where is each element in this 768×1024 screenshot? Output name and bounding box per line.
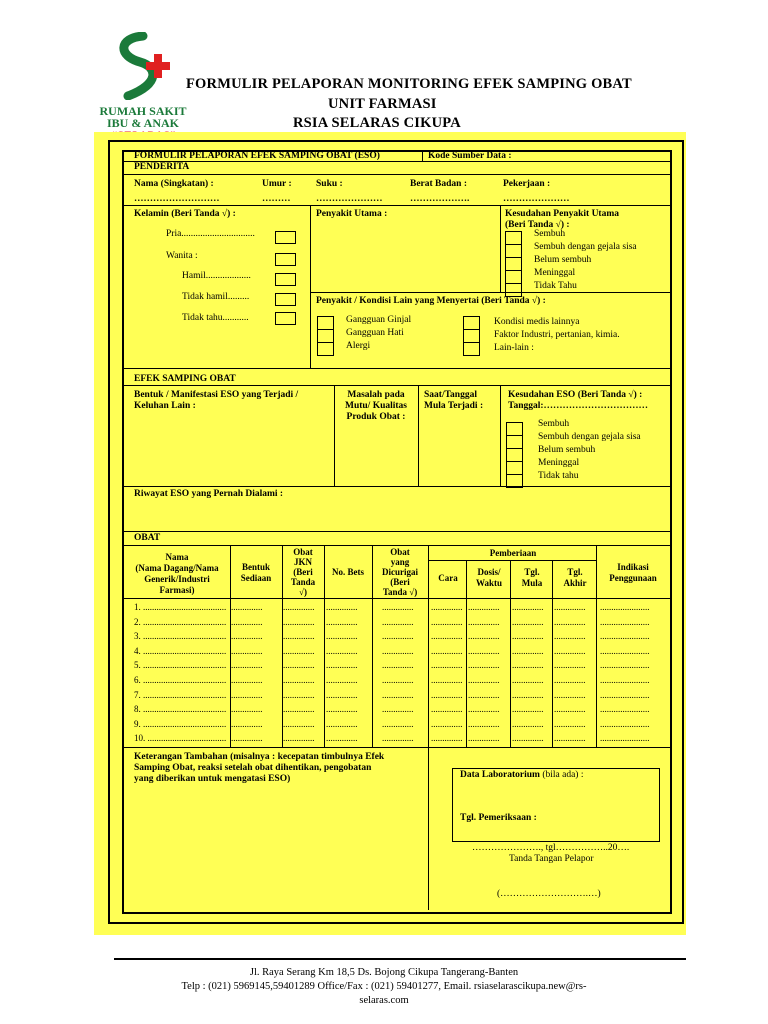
obat-row-cell[interactable]: ...................... — [600, 689, 650, 700]
obat-row-cell[interactable]: .............. — [231, 602, 263, 612]
obat-row-cell[interactable]: .............. — [382, 616, 414, 627]
kesudahan-checkbox[interactable] — [505, 231, 522, 245]
masalah-line1: Masalah pada — [347, 390, 405, 400]
lain-left-option: Gangguan Ginjal — [346, 315, 412, 325]
obat-row-cell[interactable]: .............. — [382, 602, 414, 612]
nama-field[interactable]: ……………………… — [134, 194, 220, 204]
lain-left-option: Gangguan Hati — [346, 328, 404, 338]
obat-row-cell[interactable]: .............. — [468, 689, 500, 700]
kes-eso-title: Kesudahan ESO (Beri Tanda √) : — [508, 390, 643, 400]
tgl-pemeriksaan-label: Tgl. Pemeriksaan : — [460, 813, 537, 823]
lab-note: (bila ada) : — [542, 770, 584, 780]
ket-line1: Keterangan Tambahan (misalnya : kecepatan timbulnya Efek — [134, 752, 385, 762]
footer — [94, 966, 674, 1008]
form-main-title: FORMULIR PELAPORAN MONITORING EFEK SAMPING OBAT — [186, 76, 632, 92]
obat-row-cell[interactable]: ...................... — [600, 733, 650, 744]
wanita-label: Wanita : — [166, 251, 198, 261]
pekerjaan-field[interactable]: ………………… — [503, 194, 570, 204]
bentuk-line1: Bentuk / Manifestasi ESO yang Terjadi / — [134, 390, 299, 400]
suku-field[interactable]: ………………… — [316, 194, 383, 204]
lain-left-option: Alergi — [346, 341, 371, 351]
obat-row-name[interactable]: 7. ..................................... — [134, 689, 227, 700]
obat-row-cell[interactable]: .............. — [326, 704, 358, 715]
obat-row-cell[interactable]: .............. — [231, 616, 263, 627]
obat-row-cell[interactable]: .............. — [468, 660, 500, 671]
obat-row-cell[interactable]: .............. — [554, 675, 586, 685]
obat-row-cell[interactable]: .............. — [283, 645, 315, 656]
saat-line2: Mula Terjadi : — [424, 401, 484, 411]
penyakit-utama-label: Penyakit Utama : — [316, 209, 388, 219]
obat-row-name[interactable]: 1. ..................................... — [134, 602, 227, 612]
obat-row-cell[interactable]: .............. — [468, 704, 500, 715]
col-tgl-akhir-header: Tgl. Akhir — [563, 567, 587, 588]
obat-row-cell[interactable]: .............. — [231, 704, 263, 715]
obat-row-cell[interactable]: .............. — [554, 602, 586, 612]
obat-row-cell[interactable]: .............. — [283, 631, 315, 642]
obat-row-cell[interactable]: ...................... — [600, 718, 650, 729]
obat-row-cell[interactable]: .............. — [382, 704, 414, 715]
obat-row-cell[interactable]: ...................... — [600, 602, 650, 612]
kelamin-label: Kelamin (Beri Tanda √) : — [134, 209, 236, 219]
kes-eso-checkbox[interactable] — [506, 422, 523, 436]
obat-row-name[interactable]: 6. ..................................... — [134, 675, 227, 685]
hospital-logo — [88, 32, 198, 137]
suku-label: Suku : — [316, 179, 343, 189]
pria-label: Pria............................... — [166, 229, 255, 239]
tidak-hamil-checkbox[interactable] — [275, 293, 296, 306]
obat-row-cell[interactable]: .............. — [283, 602, 315, 612]
obat-row-cell[interactable]: .............. — [382, 645, 414, 656]
col-cara-header: Cara — [438, 573, 458, 583]
ttd-label: Tanda Tangan Pelapor — [509, 854, 594, 864]
obat-row-cell[interactable]: .............. — [468, 718, 500, 729]
umur-label: Umur : — [262, 179, 292, 189]
obat-row-cell[interactable]: .............. — [512, 602, 544, 612]
date-line[interactable]: …………………., tgl……………..20…. — [472, 843, 630, 853]
obat-row-cell[interactable]: .............. — [382, 689, 414, 700]
obat-row-cell[interactable]: .............. — [554, 704, 586, 715]
obat-row-name[interactable]: 2. ..................................... — [134, 616, 227, 627]
kes-eso-option: Sembuh — [538, 419, 570, 429]
kesudahan-checkbox[interactable] — [505, 257, 522, 271]
obat-row-cell[interactable]: ...................... — [600, 616, 650, 627]
kesudahan-title: Kesudahan Penyakit Utama — [505, 209, 620, 219]
kes-eso-option: Tidak tahu — [538, 471, 579, 481]
eso-section-title: EFEK SAMPING OBAT — [134, 374, 236, 384]
obat-row-cell[interactable]: .............. — [512, 660, 544, 671]
logo-emblem-icon — [88, 32, 198, 100]
wanita-checkbox[interactable] — [275, 253, 296, 266]
obat-row-cell[interactable]: ...................... — [600, 675, 650, 685]
kesudahan-option: Sembuh — [534, 229, 566, 239]
obat-row-cell[interactable]: .............. — [554, 616, 586, 627]
obat-row-cell[interactable]: .............. — [326, 631, 358, 642]
logo-line2: IBU & ANAK — [106, 116, 179, 130]
obat-row-cell[interactable]: .............. — [468, 733, 500, 744]
unit-title: UNIT FARMASI — [328, 96, 437, 112]
hamil-checkbox[interactable] — [275, 273, 296, 286]
obat-row-cell[interactable]: .............. — [283, 733, 315, 744]
alergi-checkbox[interactable] — [317, 342, 334, 356]
obat-row-cell[interactable]: .............. — [326, 689, 358, 700]
obat-row-name[interactable]: 10. ................................... — [134, 733, 227, 744]
obat-row-cell[interactable]: .............. — [283, 704, 315, 715]
obat-row-name[interactable]: 5. ..................................... — [134, 660, 227, 671]
obat-row-name[interactable]: 9. ..................................... — [134, 718, 227, 729]
obat-row-cell[interactable]: .............. — [512, 631, 544, 642]
obat-row-cell[interactable]: .............. — [512, 704, 544, 715]
kes-eso-option: Meninggal — [538, 458, 580, 468]
obat-row-cell[interactable]: .............. — [231, 645, 263, 656]
kes-eso-tanggal[interactable]: Tanggal:…………………………… — [508, 401, 649, 411]
obat-row-cell[interactable]: .............. — [431, 675, 463, 685]
kesudahan-checkbox[interactable] — [505, 270, 522, 284]
hospital-title: RSIA SELARAS CIKUPA — [293, 115, 461, 131]
kondisi-medis-checkbox[interactable] — [463, 316, 480, 330]
obat-row-cell[interactable]: .............. — [231, 689, 263, 700]
hati-checkbox[interactable] — [317, 329, 334, 343]
obat-row-cell[interactable]: .............. — [431, 645, 463, 656]
obat-row-cell[interactable]: .............. — [554, 631, 586, 642]
ket-line3: yang diberikan untuk mengatasi ESO) — [134, 774, 291, 784]
berat-field[interactable]: ………………. — [410, 194, 470, 204]
obat-row-cell[interactable]: .............. — [554, 718, 586, 729]
tidak-tahu-checkbox[interactable] — [275, 312, 296, 325]
footer-address: Jl. Raya Serang Km 18,5 Ds. Bojong Cikupa Tangerang-Banten — [249, 967, 519, 978]
obat-row-cell[interactable]: .............. — [326, 602, 358, 612]
obat-row-cell[interactable]: .............. — [468, 645, 500, 656]
col-indikasi-header: Indikasi Penggunaan — [609, 562, 657, 583]
obat-row-cell[interactable]: .............. — [431, 718, 463, 729]
penyakit-lain-label: Penyakit / Kondisi Lain yang Menyertai (Beri Tanda √) : — [316, 296, 546, 306]
lab-title — [460, 770, 583, 780]
kesudahan-option: Sembuh dengan gejala sisa — [534, 242, 637, 252]
obat-row-cell[interactable]: .............. — [231, 718, 263, 729]
obat-row-cell[interactable]: .............. — [431, 602, 463, 612]
obat-row-cell[interactable]: .............. — [326, 645, 358, 656]
masalah-line2: Mutu/ Kualitas — [344, 401, 408, 411]
obat-row-cell[interactable]: .............. — [283, 689, 315, 700]
bentuk-line2: Keluhan Lain : — [134, 401, 196, 411]
lain-right-option: Kondisi medis lainnya — [494, 317, 580, 327]
obat-row-cell[interactable]: .............. — [283, 718, 315, 729]
obat-row-name[interactable]: 4. ..................................... — [134, 645, 227, 656]
kes-eso-checkbox[interactable] — [506, 448, 523, 462]
obat-row-cell[interactable]: .............. — [468, 602, 500, 612]
kes-eso-checkbox[interactable] — [506, 461, 523, 475]
berat-label: Berat Badan : — [410, 179, 467, 189]
footer-contact-cont: selaras.com — [359, 995, 409, 1006]
lain-right-option: Lain-lain : — [494, 343, 534, 353]
obat-row-cell[interactable]: .............. — [512, 645, 544, 656]
penderita-label: PENDERITA — [134, 162, 190, 172]
obat-row-cell[interactable]: .............. — [326, 718, 358, 729]
pria-checkbox[interactable] — [275, 231, 296, 244]
obat-row-cell[interactable]: .............. — [468, 616, 500, 627]
lain-lain-checkbox[interactable] — [463, 342, 480, 356]
riwayat-label: Riwayat ESO yang Pernah Dialami : — [134, 489, 284, 499]
obat-row-cell[interactable]: .............. — [283, 675, 315, 685]
obat-row-cell[interactable]: .............. — [512, 733, 544, 744]
obat-row-cell[interactable]: .............. — [468, 631, 500, 642]
kesudahan-option: Meninggal — [534, 268, 576, 278]
obat-row-cell[interactable]: .............. — [231, 733, 263, 744]
kes-eso-option: Sembuh dengan gejala sisa — [538, 432, 641, 442]
obat-row-cell[interactable]: .............. — [382, 733, 414, 744]
col-jkn-header: Obat JKN (Beri Tanda √) — [290, 547, 316, 597]
obat-row-cell[interactable]: .............. — [431, 616, 463, 627]
kesudahan-option: Belum sembuh — [534, 255, 592, 265]
lab-label: Data Laboratorium — [460, 770, 540, 780]
tidak-tahu-label: Tidak tahu........... — [182, 313, 249, 323]
col-dicurigai-header: Obat yang Dicurigai (Beri Tanda √) — [382, 547, 418, 597]
obat-row-cell[interactable]: .............. — [231, 675, 263, 685]
col-nama-header: Nama (Nama Dagang/Nama Generik/Industri Farmasi) — [135, 552, 219, 595]
obat-row-cell[interactable]: .............. — [554, 645, 586, 656]
obat-row-cell[interactable]: .............. — [468, 675, 500, 685]
col-bets-header: No. Bets — [332, 567, 364, 577]
obat-row-name[interactable]: 3. ..................................... — [134, 631, 227, 642]
logo-line1: RUMAH SAKIT — [99, 104, 187, 118]
kes-eso-option: Belum sembuh — [538, 445, 596, 455]
obat-row-cell[interactable]: .............. — [326, 733, 358, 744]
faktor-industri-checkbox[interactable] — [463, 329, 480, 343]
lain-right-option: Faktor Industri, pertanian, kimia. — [494, 330, 620, 340]
obat-row-cell[interactable]: .............. — [382, 631, 414, 642]
obat-row-cell[interactable]: .............. — [554, 689, 586, 700]
obat-row-cell[interactable]: .............. — [512, 689, 544, 700]
kesudahan-subtitle: (Beri Tanda √) : — [505, 220, 570, 230]
obat-row-cell[interactable]: .............. — [512, 718, 544, 729]
kes-eso-checkbox[interactable] — [506, 435, 523, 449]
obat-row-cell[interactable]: ...................... — [600, 631, 650, 642]
umur-field[interactable]: ……… — [262, 194, 291, 204]
obat-row-cell[interactable]: .............. — [231, 660, 263, 671]
obat-row-cell[interactable]: .............. — [382, 675, 414, 685]
tidak-hamil-label: Tidak hamil......... — [182, 292, 250, 302]
obat-row-cell[interactable]: .............. — [283, 660, 315, 671]
masalah-line3: Produk Obat : — [346, 412, 406, 422]
kesudahan-checkbox[interactable] — [505, 283, 522, 297]
obat-row-cell[interactable]: .............. — [326, 660, 358, 671]
obat-row-cell[interactable]: .............. — [231, 631, 263, 642]
col-bentuk-header: Bentuk Sediaan — [240, 562, 272, 583]
obat-row-name[interactable]: 8. ..................................... — [134, 704, 227, 715]
pekerjaan-label: Pekerjaan : — [503, 179, 551, 189]
kesudahan-checkbox[interactable] — [505, 244, 522, 258]
kode-sumber-data: Kode Sumber Data : — [428, 151, 512, 161]
obat-row-cell[interactable]: .............. — [512, 675, 544, 685]
obat-row-cell[interactable]: ...................... — [600, 704, 650, 715]
col-dosis-header: Dosis/ Waktu — [475, 567, 502, 588]
obat-row-cell[interactable]: .............. — [554, 660, 586, 671]
ginjal-checkbox[interactable] — [317, 316, 334, 330]
nama-label: Nama (Singkatan) : — [134, 179, 214, 189]
obat-row-cell[interactable]: ...................... — [600, 660, 650, 671]
ttd-line[interactable]: (……………………….…) — [497, 889, 601, 899]
obat-row-cell[interactable]: .............. — [554, 733, 586, 744]
footer-contact: Telp : (021) 5969145,59401289 Office/Fax : (021) 59401277, Email. rsiaselarascikupa.new@rs- — [181, 981, 587, 992]
obat-row-cell[interactable]: .............. — [431, 660, 463, 671]
obat-row-cell[interactable]: .............. — [326, 675, 358, 685]
col-pemberian-header: Pemberiaan — [489, 548, 537, 558]
obat-row-cell[interactable]: .............. — [431, 733, 463, 744]
kesudahan-option: Tidak Tahu — [534, 281, 577, 291]
hamil-label: Hamil................... — [182, 271, 251, 281]
obat-row-cell[interactable]: .............. — [326, 616, 358, 627]
ket-line2: Samping Obat, reaksi setelah obat dihentikan, pengobatan — [134, 763, 372, 773]
obat-row-cell[interactable]: .............. — [283, 616, 315, 627]
obat-row-cell[interactable]: .............. — [512, 616, 544, 627]
obat-row-cell[interactable]: .............. — [382, 718, 414, 729]
obat-row-cell[interactable]: .............. — [431, 689, 463, 700]
obat-row-cell[interactable]: .............. — [382, 660, 414, 671]
eso-form-title: FORMULIR PELAPORAN EFEK SAMPING OBAT (ESO) — [134, 151, 380, 161]
col-tgl-mula-header: Tgl. Mula — [521, 567, 543, 588]
obat-row-cell[interactable]: ...................... — [600, 645, 650, 656]
obat-section-title: OBAT — [134, 533, 161, 543]
saat-line1: Saat/Tanggal — [424, 390, 477, 400]
obat-row-cell[interactable]: .............. — [431, 704, 463, 715]
obat-row-cell[interactable]: .............. — [431, 631, 463, 642]
